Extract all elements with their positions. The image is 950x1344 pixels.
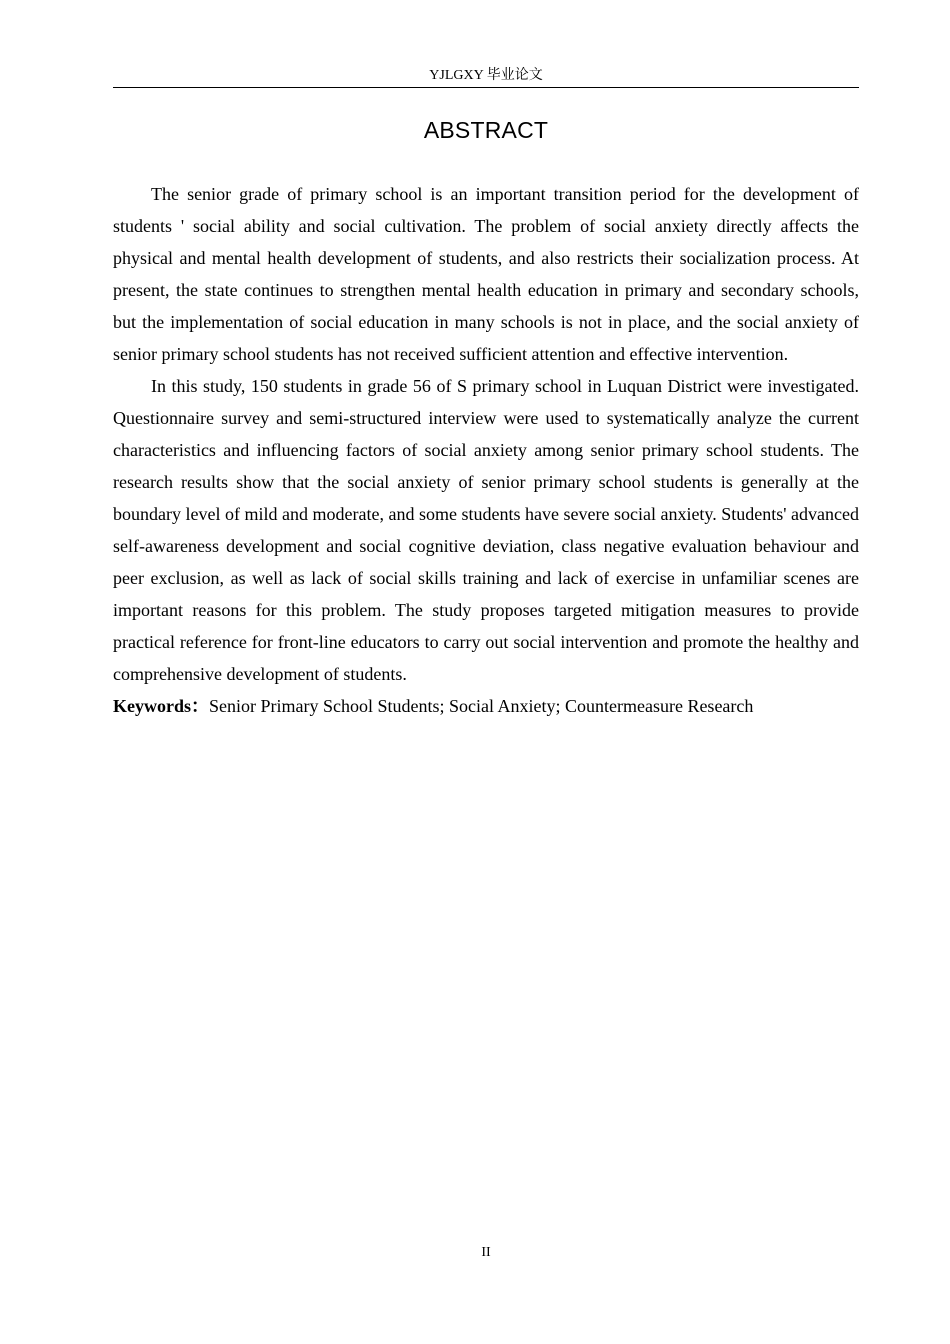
keywords-label: Keywords： bbox=[113, 696, 209, 716]
abstract-body bbox=[113, 178, 859, 722]
page-number: II bbox=[481, 1245, 491, 1260]
abstract-paragraph-1: The senior grade of primary school is an important transition period for the development of students ' social ability and social cultivation. The problem of social anxiety directly affects the physical and mental health development of students, and also restricts their socialization process. At present, the state continues to strengthen mental health education in primary and secondary schools, but the implementation of social education in many schools is not in place, and the social anxiety of senior primary school students has not received sufficient attention and effective intervention. bbox=[113, 184, 859, 364]
abstract-title: ABSTRACT bbox=[423, 117, 549, 143]
keywords-line bbox=[113, 690, 859, 722]
running-header: YJLGXY 毕业论文 bbox=[113, 67, 859, 88]
abstract-paragraph-2: In this study, 150 students in grade 56 of S primary school in Luquan District were investigated. Questionnaire survey and semi-structured interview were used to systematically analyze the current characteristics and influencing factors of social anxiety among senior primary school students. The research results show that the social anxiety of senior primary school students is generally at the boundary level of mild and moderate, and some students have severe social anxiety. Students' advanced self-awareness development and social cognitive deviation, class negative evaluation behaviour and peer exclusion, as well as lack of social skills training and lack of exercise in unfamiliar scenes are important reasons for this problem. The study proposes targeted mitigation measures to provide practical reference for front-line educators to carry out social intervention and promote the healthy and comprehensive development of students. bbox=[113, 376, 859, 684]
keywords-text: Senior Primary School Students; Social Anxiety; Countermeasure Research bbox=[209, 696, 754, 716]
